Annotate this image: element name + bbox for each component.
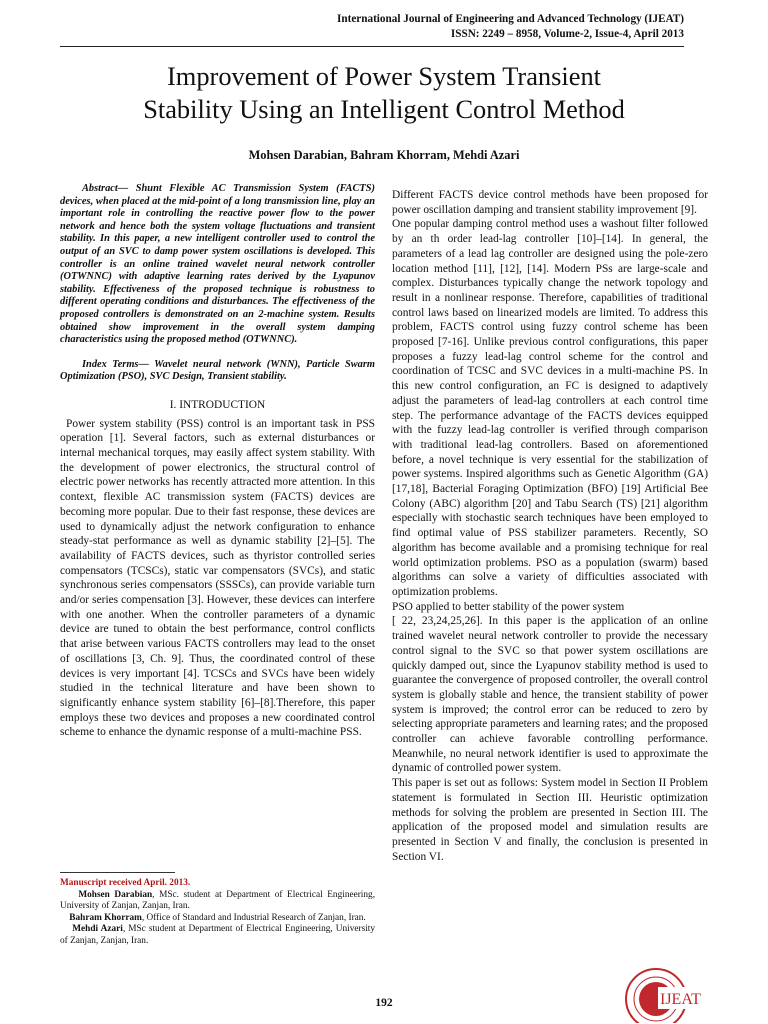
- running-header: [337, 12, 684, 42]
- logo-text: IJEAT: [660, 991, 701, 1008]
- page-number: 192: [375, 997, 393, 1009]
- title-line-1: Improvement of Power System Transient: [167, 61, 601, 91]
- section-heading-introduction: I. INTRODUCTION: [169, 398, 266, 411]
- title-line-2: Stability Using an Intelligent Control Method: [143, 94, 625, 124]
- manuscript-note: Manuscript received April. 2013.: [60, 878, 191, 888]
- author1-affiliation: , MSc. student at Department of Electrical Engineering, University of Zanjan, Zanjan, Iran.: [60, 889, 376, 912]
- right-paragraph: One popular damping control method uses a washout filter followed by an th order lead-lag controller [10]–[14]. In general, the parameters of a lead lag controller are designed using the pole-zero location method [11], [12], [14]. Modern PSs are large-scale and complex. Disturbances typically change the network topology and result in a nonlinear response. Therefore, capabilities of traditional control laws based on linearized models are limited. To address this problem, FACTS control using fuzzy control scheme has been proposed [7-16]. Unlike previous control configurations, this paper proposes a fuzzy lead-lag control scheme for the control and coordination of TCSC and SVC devices in a multi-machine PS. In this new control configuration, an FC is designed to adaptively adjust the parameters of lead-lag controllers at each control time step. The performance advantage of the FACTS devices equipped with the fuzzy lead-lag controller is verified through comparison with traditional lead-lag controllers. Based on aforementioned before, a novel technique is very essential for the stabilization of power systems. Inspired algorithms such as Genetic Algorithm (GA) [17,18], Bacterial Foraging Optimization (BFO) [19] Artificial Bee Colony (ABC) algorithm [20] and Tabu Search (TS) [21] algorithm especially with stochastic search techniques have been employed to find optimal value of PSS stabilizer parameters. Recently, SO algorithm has become available and a promising technique for real world optimization problems. PSO as a population (swarm) based algorithms can solve a variety of difficulties associated with optimization problems.: [392, 218, 708, 598]
- right-paragraph: PSO applied to better stability of the power system: [392, 600, 625, 613]
- header-rule: [60, 46, 684, 47]
- author3-name: Mehdi Azari: [72, 924, 123, 935]
- right-paragraph: Different FACTS device control methods have been proposed for power oscillation damping and transient stability improvement [9].: [392, 189, 708, 216]
- author-list: Mohsen Darabian, Bahram Khorram, Mehdi Azari: [248, 148, 520, 162]
- ijeat-logo: [620, 963, 712, 1023]
- index-terms: Index Terms— Wavelet neural network (WNN), Particle Swarm Optimization (PSO), SVC Design, Transient stability.: [60, 358, 375, 383]
- right-paragraph: [ 22, 23,24,25,26]. In this paper is the application of an online trained wavelet neural network controller to provide the necessary control signal to the SVC so that power system oscillations are quickly damped out, since the Lyapunov stability method is used to guarantee the convergence of proposed controller, the overall control system is globally stable and hence, the transient stability of power system is improved; the control error can be reduced to zero by selecting appropriate parameters and learning rates; and the proposed controller can achieve favorable controlling performance. Meanwhile, no neural network identifier is used to approximate the dynamic of controlled power system.: [392, 615, 708, 775]
- intro-paragraph: Power system stability (PSS) control is an important task in PSS operation [1]. Several factors, such as external disturbances or internal mechanical torques, may easily affect system stability. With the development of power electronics, the structural control of electric power networks has recently attracted more attention. In this context, flexible AC transmission system (FACTS) devices are becoming more popular. Due to their fast response, these devices are used to dynamically adjust the network configuration to enhance steady-stat performance as well as dynamic stability [2]–[5]. The availability of FACTS devices, such as thyristor controlled series compensators (TCSCs), static var compensators (SVCs), and static synchronous series compensators (SSSCs), can provide variable turn and/or series compensation [3]. However, these devices can interfere with one another. When the controller parameters of a dynamic device are tuned to obtain the best performance, control conflicts that arise between various FACTS controllers may lead to the onset of oscillations [3, Ch. 9]. Thus, the coordinated control of these devices is very important [4]. TCSCs and SVCs have been widely studied in the technical literature and have been shown to significantly enhance system stability [6]–[8].Therefore, this paper employs these two devices and proposes a new coordinated control scheme to enhance the dynamic response of a multi-machine PSS.: [60, 417, 375, 739]
- author2-name: Bahram Khorram: [69, 912, 142, 923]
- abstract: Abstract— Shunt Flexible AC Transmission System (FACTS) devices, when placed at the mid-point of a long transmission line, play an important role in controlling the reactive power flow to the power network and hence both the system voltage fluctuations and transient stability. In this paper, a new intelligent controller used to control the output of an SVC to damp power system oscillations is developed. This controller is an online trained wavelet neural network controller (OTWNNC) with adaptive learning rates derived by the Lyapunov stability. Effectiveness of the proposed technique is robustness to different operating conditions and disturbances. The effectiveness of the proposed controllers is demonstrated on an 2-machine system. Results obtained show improvement in the overall system damping characteristics using the proposed method (OTWNNC).: [60, 183, 375, 346]
- author2-affiliation: , Office of Standard and Industrial Research of Zanjan, Iran.: [141, 912, 366, 923]
- footnotes: [60, 878, 375, 948]
- left-column: [60, 183, 375, 740]
- author3-affiliation: , MSc student at Department of Electrical Engineering, University of Zanjan, Zanjan, Iran.: [60, 924, 376, 946]
- author1-name: Mohsen Darabian: [78, 889, 153, 900]
- right-column: [392, 188, 708, 864]
- issn-line: ISSN: 2249 – 8958, Volume-2, Issue-4, April 2013: [450, 28, 684, 40]
- journal-name: International Journal of Engineering and Advanced Technology (IJEAT): [337, 13, 684, 25]
- footnote-rule: [60, 872, 175, 873]
- paper-title: [60, 60, 708, 126]
- right-paragraph: This paper is set out as follows: System model in Section II Problem statement is formulated in Section III. Heuristic optimization methods for solving the problem are presented in Section III. The application of the proposed model and simulation results are presented in Section V and finally, the conclusion is presented in Section VI.: [392, 777, 708, 863]
